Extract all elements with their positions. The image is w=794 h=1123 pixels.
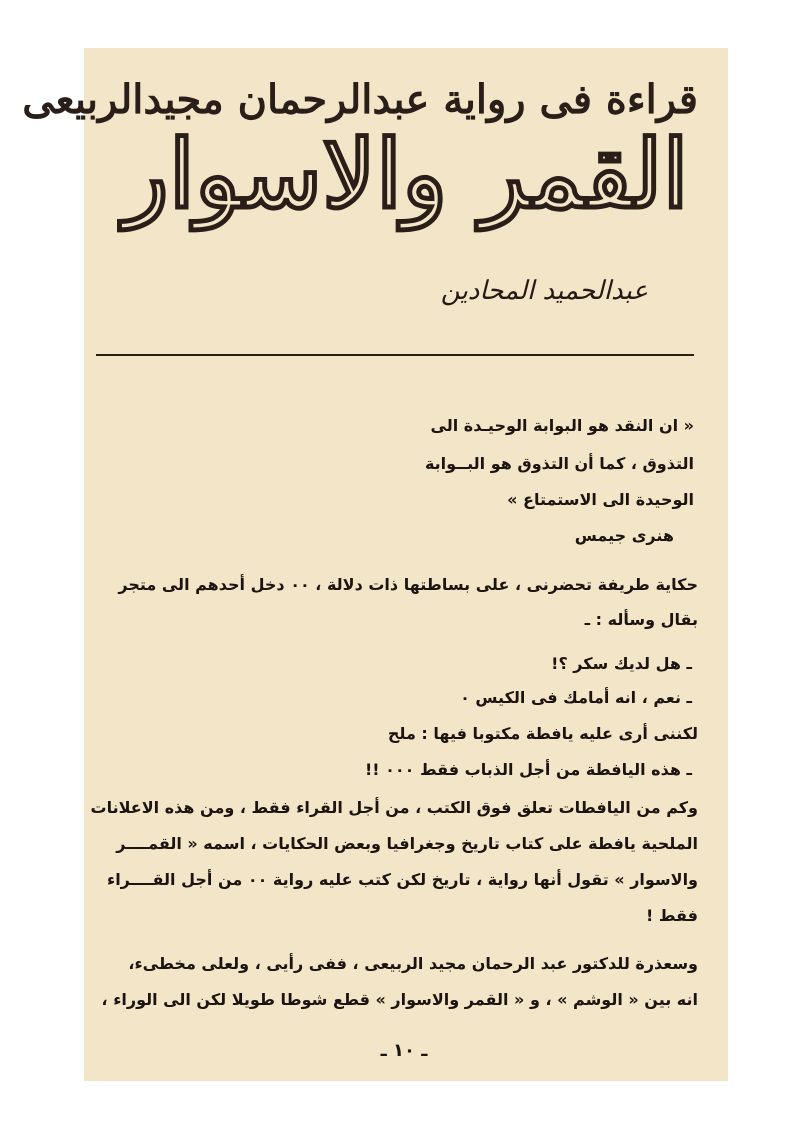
body-line: ـ هل لديك سكر ؟!	[551, 654, 692, 673]
book-page	[22, 48, 728, 1081]
epigraph-line: التذوق ، كما أن التذوق هو البــوابة	[424, 454, 694, 473]
page-number: ـ ١٠ ـ	[380, 1040, 428, 1061]
body-line: انه بين « الوشم » ، و « القمر والاسوار » قطع شوطا طويلا لكن الى الوراء ،	[101, 990, 698, 1009]
divider-rule	[96, 354, 694, 356]
body-line: والاسوار » تقول أنها رواية ، تاريخ لكن كتب عليه رواية ٠٠ من أجل القــــراء	[107, 870, 698, 889]
body-line: وكم من اليافطات تعلق فوق الكتب ، من أجل القراء فقط ، ومن هذه الاعلانات	[90, 798, 698, 817]
article-headline: قراءة فى رواية عبدالرحمان مجيدالربيعى	[22, 76, 698, 123]
body-line: ـ هذه اليافطة من أجل الذباب فقط ٠٠٠ !!	[364, 760, 692, 779]
body-line: الملحية يافطة على كتاب تاريخ وجغرافيا وبعض الحكايات ، اسمه « القمــــر	[116, 834, 698, 853]
body-line: حكاية طريفة تحضرنى ، على بساطتها ذات دلالة ، ٠٠ دخل أحدهم الى متجر	[118, 575, 698, 594]
epigraph-attribution: هنرى جيمس	[574, 526, 674, 545]
body-line: ـ نعم ، انه أمامك فى الكيس ٠	[460, 688, 692, 707]
author-signature: عبدالحميد المحادين	[440, 276, 648, 306]
epigraph-line: الوحيدة الى الاستمتاع »	[507, 490, 694, 509]
body-line: لكننى أرى عليه يافطة مكتوبا فيها : ملح	[387, 724, 698, 743]
body-line: فقط !	[646, 906, 698, 925]
book-title: القمر والاسوار	[123, 120, 689, 230]
body-line: وسعذرة للدكتور عبد الرحمان مجيد الربيعى ، ففى رأيى ، ولعلى مخطىء،	[128, 954, 698, 973]
body-line: بقال وسأله : ـ	[584, 610, 698, 629]
epigraph-line: « ان النقد هو البوابة الوحيـدة الى	[430, 416, 694, 435]
